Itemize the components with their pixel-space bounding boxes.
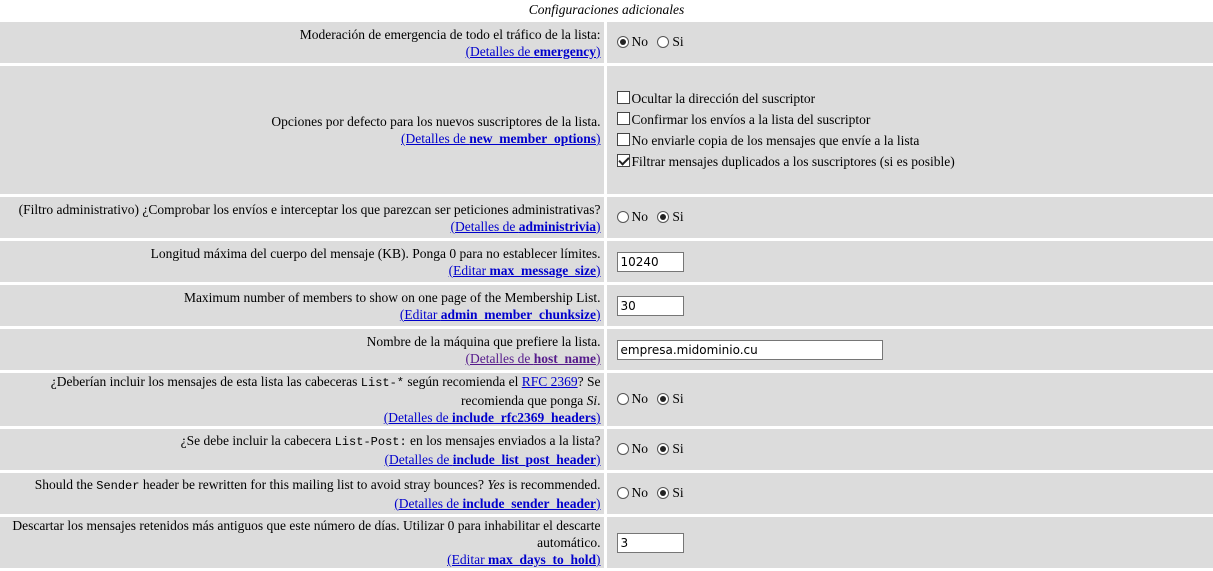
setting-description-cell	[0, 197, 607, 241]
setting-description: ¿Se debe incluir la cabecera List-Post: en los mensajes enviados a la lista?	[181, 433, 601, 448]
checkbox[interactable]	[617, 133, 630, 146]
setting-description-cell	[0, 429, 607, 473]
details-link-include-rfc2369-headers[interactable]: (Detalles de include_rfc2369_headers)	[384, 410, 601, 425]
setting-row-include-list-post-header	[0, 429, 1213, 473]
setting-row-max-days-to-hold	[0, 517, 1213, 571]
section-caption: Configuraciones adicionales	[0, 0, 1213, 22]
checkbox[interactable]	[617, 154, 630, 167]
setting-control-cell	[607, 241, 1213, 285]
details-link-administrivia[interactable]: (Detalles de administrivia)	[451, 219, 601, 234]
radio-button[interactable]	[617, 36, 629, 48]
setting-description-cell	[0, 373, 607, 429]
setting-row-emergency	[0, 22, 1213, 66]
setting-control-cell	[607, 473, 1213, 517]
setting-control-cell	[607, 373, 1213, 429]
setting-description: Moderación de emergencia de todo el tráfico de la lista:	[300, 27, 601, 42]
checkbox-ack-posts[interactable]: Confirmar los envíos a la lista del suscriptor	[617, 111, 1204, 128]
radio-button[interactable]	[617, 393, 629, 405]
radio-sender-si[interactable]: Si	[657, 485, 683, 501]
setting-description-cell	[0, 517, 607, 571]
setting-description: Longitud máxima del cuerpo del mensaje (KB). Ponga 0 para no establecer límites.	[151, 246, 601, 261]
setting-row-include-rfc2369-headers	[0, 373, 1213, 429]
setting-description: (Filtro administrativo) ¿Comprobar los envíos e interceptar los que parezcan ser peticiones administrativas?	[19, 202, 601, 217]
setting-control-cell	[607, 22, 1213, 66]
details-link-host-name[interactable]: (Detalles de host_name)	[466, 351, 601, 366]
setting-control-cell	[607, 517, 1213, 571]
setting-row-host-name	[0, 329, 1213, 373]
details-link-include-sender-header[interactable]: (Detalles de include_sender_header)	[394, 496, 600, 511]
setting-description: Maximum number of members to show on one page of the Membership List.	[184, 290, 601, 305]
setting-description: Should the Sender header be rewritten for this mailing list to avoid stray bounces? Yes is recommended.	[35, 477, 601, 492]
section-caption-row	[0, 0, 1213, 22]
radio-button[interactable]	[617, 487, 629, 499]
radio-button[interactable]	[657, 487, 669, 499]
radio-sender-no[interactable]: No	[617, 485, 649, 501]
max-days-to-hold-input[interactable]: 3	[617, 533, 684, 553]
radio-button[interactable]	[657, 36, 669, 48]
setting-control-cell	[607, 285, 1213, 329]
details-link-new-member-options[interactable]: (Detalles de new_member_options)	[401, 131, 600, 146]
radio-emergency-si[interactable]: Si	[657, 34, 683, 50]
radio-emergency-no[interactable]: No	[617, 34, 649, 50]
checkbox[interactable]	[617, 91, 630, 104]
radio-button[interactable]	[617, 443, 629, 455]
setting-row-new-member-options	[0, 66, 1213, 197]
radio-rfc2369-si[interactable]: Si	[657, 391, 683, 407]
rfc-2369-link[interactable]: RFC 2369	[522, 374, 578, 389]
edit-link-max-message-size[interactable]: (Editar max_message_size)	[449, 263, 601, 278]
setting-row-administrivia	[0, 197, 1213, 241]
setting-control-cell	[607, 197, 1213, 241]
setting-row-admin-member-chunksize	[0, 285, 1213, 329]
setting-description-cell	[0, 241, 607, 285]
radio-list-post-si[interactable]: Si	[657, 441, 683, 457]
setting-row-max-message-size	[0, 241, 1213, 285]
setting-description-cell	[0, 473, 607, 517]
setting-description: Nombre de la máquina que prefiere la lista.	[367, 334, 601, 349]
setting-control-cell	[607, 66, 1213, 197]
checkbox[interactable]	[617, 112, 630, 125]
details-link-include-list-post-header[interactable]: (Detalles de include_list_post_header)	[385, 452, 601, 467]
setting-control-cell	[607, 429, 1213, 473]
setting-description-cell	[0, 285, 607, 329]
details-link-emergency[interactable]: (Detalles de emergency)	[466, 44, 601, 59]
checkbox-not-metoo[interactable]: No enviarle copia de los mensajes que envíe a la lista	[617, 132, 1204, 149]
max-message-size-input[interactable]: 10240	[617, 252, 684, 272]
radio-button[interactable]	[657, 443, 669, 455]
setting-description-cell	[0, 66, 607, 197]
radio-button[interactable]	[657, 393, 669, 405]
radio-rfc2369-no[interactable]: No	[617, 391, 649, 407]
radio-button[interactable]	[617, 211, 629, 223]
admin-member-chunksize-input[interactable]: 30	[617, 296, 684, 316]
checkbox-nodupes[interactable]: Filtrar mensajes duplicados a los suscriptores (si es posible)	[617, 153, 1204, 170]
radio-list-post-no[interactable]: No	[617, 441, 649, 457]
edit-link-max-days-to-hold[interactable]: (Editar max_days_to_hold)	[447, 552, 600, 567]
checkbox-hide-address[interactable]: Ocultar la dirección del suscriptor	[617, 90, 1204, 107]
radio-administrivia-si[interactable]: Si	[657, 209, 683, 225]
radio-administrivia-no[interactable]: No	[617, 209, 649, 225]
setting-description-cell	[0, 22, 607, 66]
setting-description: Descartar los mensajes retenidos más antiguos que este número de días. Utilizar 0 para inhabilitar el descarte automático.	[12, 518, 600, 550]
setting-description-cell	[0, 329, 607, 373]
radio-button[interactable]	[657, 211, 669, 223]
setting-row-include-sender-header	[0, 473, 1213, 517]
edit-link-admin-member-chunksize[interactable]: (Editar admin_member_chunksize)	[400, 307, 601, 322]
host-name-input[interactable]: empresa.midominio.cu	[617, 340, 883, 360]
setting-control-cell	[607, 329, 1213, 373]
setting-description: Opciones por defecto para los nuevos suscriptores de la lista.	[271, 114, 600, 129]
setting-description: ¿Deberían incluir los mensajes de esta lista las cabeceras List-* según recomienda el RFC 2369? Se recomienda que ponga Si.	[51, 374, 601, 408]
